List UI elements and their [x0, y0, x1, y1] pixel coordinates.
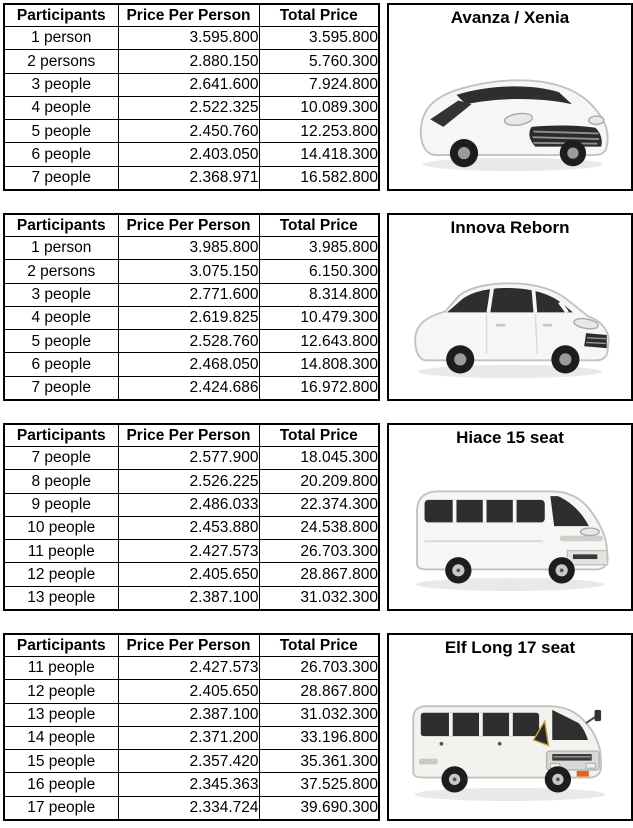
hiace-image — [389, 448, 631, 609]
cell-total-price: 18.045.300 — [259, 447, 379, 470]
cell-price-per-person: 3.985.800 — [118, 237, 259, 260]
header-price-per-person: Price Per Person — [118, 4, 259, 27]
cell-total-price: 20.209.800 — [259, 470, 379, 493]
cell-participants: 10 people — [4, 516, 118, 539]
elf-long-image — [389, 658, 631, 819]
table-row — [4, 796, 379, 820]
cell-total-price: 33.196.800 — [259, 726, 379, 749]
cell-total-price: 12.643.800 — [259, 330, 379, 353]
cell-participants: 5 people — [4, 120, 118, 143]
pricing-block-elf-long — [3, 633, 633, 821]
cell-participants: 14 people — [4, 726, 118, 749]
table-row — [4, 657, 379, 680]
table-row — [4, 540, 379, 563]
cell-price-per-person: 2.368.971 — [118, 166, 259, 190]
cell-price-per-person: 2.486.033 — [118, 493, 259, 516]
cell-participants: 4 people — [4, 306, 118, 329]
table-row — [4, 237, 379, 260]
cell-participants: 6 people — [4, 353, 118, 376]
cell-total-price: 16.972.800 — [259, 376, 379, 400]
table-row — [4, 493, 379, 516]
cell-total-price: 16.582.800 — [259, 166, 379, 190]
cell-price-per-person: 2.526.225 — [118, 470, 259, 493]
cell-participants: 16 people — [4, 773, 118, 796]
table-row — [4, 703, 379, 726]
header-price-per-person: Price Per Person — [118, 214, 259, 237]
table-row — [4, 563, 379, 586]
table-row — [4, 470, 379, 493]
table-row — [4, 330, 379, 353]
cell-price-per-person: 3.595.800 — [118, 27, 259, 50]
cell-total-price: 28.867.800 — [259, 680, 379, 703]
cell-price-per-person: 2.522.325 — [118, 96, 259, 119]
innova-reborn-image — [389, 238, 631, 399]
header-participants: Participants — [4, 424, 118, 447]
cell-price-per-person: 2.405.650 — [118, 680, 259, 703]
cell-participants: 1 person — [4, 237, 118, 260]
cell-total-price: 7.924.800 — [259, 73, 379, 96]
header-total-price: Total Price — [259, 634, 379, 657]
cell-price-per-person: 2.771.600 — [118, 283, 259, 306]
cell-participants: 9 people — [4, 493, 118, 516]
header-price-per-person: Price Per Person — [118, 634, 259, 657]
table-row — [4, 143, 379, 166]
cell-price-per-person: 2.468.050 — [118, 353, 259, 376]
header-row — [4, 634, 379, 657]
table-row — [4, 73, 379, 96]
pricing-block-avanza-xenia — [3, 3, 633, 191]
header-total-price: Total Price — [259, 4, 379, 27]
table-row — [4, 120, 379, 143]
cell-participants: 5 people — [4, 330, 118, 353]
cell-price-per-person: 2.641.600 — [118, 73, 259, 96]
cell-total-price: 39.690.300 — [259, 796, 379, 820]
table-row — [4, 586, 379, 610]
pricing-table-innova-reborn — [3, 213, 380, 401]
table-row — [4, 283, 379, 306]
cell-participants: 3 people — [4, 73, 118, 96]
table-row — [4, 447, 379, 470]
cell-price-per-person: 2.880.150 — [118, 50, 259, 73]
cell-participants: 7 people — [4, 376, 118, 400]
header-row — [4, 424, 379, 447]
table-row — [4, 773, 379, 796]
cell-participants: 12 people — [4, 680, 118, 703]
avanza-xenia-image — [389, 28, 631, 189]
cell-price-per-person: 2.345.363 — [118, 773, 259, 796]
cell-total-price: 37.525.800 — [259, 773, 379, 796]
cell-total-price: 22.374.300 — [259, 493, 379, 516]
header-price-per-person: Price Per Person — [118, 424, 259, 447]
table-row — [4, 96, 379, 119]
cell-participants: 8 people — [4, 470, 118, 493]
cell-total-price: 14.808.300 — [259, 353, 379, 376]
cell-total-price: 26.703.300 — [259, 540, 379, 563]
header-participants: Participants — [4, 214, 118, 237]
cell-total-price: 3.985.800 — [259, 237, 379, 260]
cell-price-per-person: 2.427.573 — [118, 540, 259, 563]
pricing-block-hiace — [3, 423, 633, 611]
pricing-table-elf-long — [3, 633, 380, 821]
vehicle-title: Elf Long 17 seat — [444, 638, 576, 657]
cell-total-price: 10.479.300 — [259, 306, 379, 329]
cell-price-per-person: 2.387.100 — [118, 586, 259, 610]
vehicle-panel-avanza-xenia — [387, 3, 633, 191]
cell-participants: 11 people — [4, 540, 118, 563]
vehicle-title: Avanza / Xenia — [450, 8, 570, 27]
cell-participants: 11 people — [4, 657, 118, 680]
table-row — [4, 27, 379, 50]
table-row — [4, 750, 379, 773]
cell-price-per-person: 2.453.880 — [118, 516, 259, 539]
cell-total-price: 31.032.300 — [259, 703, 379, 726]
cell-participants: 13 people — [4, 586, 118, 610]
cell-price-per-person: 2.387.100 — [118, 703, 259, 726]
cell-participants: 17 people — [4, 796, 118, 820]
cell-participants: 2 persons — [4, 260, 118, 283]
table-row — [4, 376, 379, 400]
vehicle-panel-innova-reborn — [387, 213, 633, 401]
table-row — [4, 516, 379, 539]
cell-price-per-person: 2.577.900 — [118, 447, 259, 470]
cell-price-per-person: 2.528.760 — [118, 330, 259, 353]
cell-participants: 7 people — [4, 166, 118, 190]
cell-participants: 15 people — [4, 750, 118, 773]
cell-participants: 13 people — [4, 703, 118, 726]
cell-participants: 1 person — [4, 27, 118, 50]
cell-price-per-person: 2.334.724 — [118, 796, 259, 820]
cell-price-per-person: 2.450.760 — [118, 120, 259, 143]
vehicle-panel-hiace — [387, 423, 633, 611]
table-row — [4, 260, 379, 283]
table-row — [4, 680, 379, 703]
header-total-price: Total Price — [259, 214, 379, 237]
cell-total-price: 26.703.300 — [259, 657, 379, 680]
cell-total-price: 5.760.300 — [259, 50, 379, 73]
cell-participants: 3 people — [4, 283, 118, 306]
table-row — [4, 306, 379, 329]
cell-price-per-person: 2.403.050 — [118, 143, 259, 166]
cell-total-price: 8.314.800 — [259, 283, 379, 306]
header-participants: Participants — [4, 4, 118, 27]
cell-participants: 6 people — [4, 143, 118, 166]
pricing-block-innova-reborn — [3, 213, 633, 401]
table-row — [4, 166, 379, 190]
cell-total-price: 28.867.800 — [259, 563, 379, 586]
cell-total-price: 35.361.300 — [259, 750, 379, 773]
cell-total-price: 6.150.300 — [259, 260, 379, 283]
header-row — [4, 214, 379, 237]
cell-total-price: 3.595.800 — [259, 27, 379, 50]
cell-price-per-person: 3.075.150 — [118, 260, 259, 283]
cell-price-per-person: 2.371.200 — [118, 726, 259, 749]
cell-price-per-person: 2.427.573 — [118, 657, 259, 680]
table-row — [4, 726, 379, 749]
table-row — [4, 50, 379, 73]
pricing-table-avanza-xenia — [3, 3, 380, 191]
cell-participants: 2 persons — [4, 50, 118, 73]
cell-price-per-person: 2.405.650 — [118, 563, 259, 586]
header-participants: Participants — [4, 634, 118, 657]
cell-total-price: 31.032.300 — [259, 586, 379, 610]
cell-total-price: 24.538.800 — [259, 516, 379, 539]
header-total-price: Total Price — [259, 424, 379, 447]
cell-total-price: 10.089.300 — [259, 96, 379, 119]
cell-total-price: 12.253.800 — [259, 120, 379, 143]
cell-price-per-person: 2.619.825 — [118, 306, 259, 329]
vehicle-title: Innova Reborn — [450, 218, 570, 237]
cell-participants: 12 people — [4, 563, 118, 586]
table-row — [4, 353, 379, 376]
cell-total-price: 14.418.300 — [259, 143, 379, 166]
pricing-table-hiace — [3, 423, 380, 611]
header-row — [4, 4, 379, 27]
cell-participants: 7 people — [4, 447, 118, 470]
cell-participants: 4 people — [4, 96, 118, 119]
cell-price-per-person: 2.424.686 — [118, 376, 259, 400]
vehicle-title: Hiace 15 seat — [456, 428, 564, 447]
cell-price-per-person: 2.357.420 — [118, 750, 259, 773]
vehicle-panel-elf-long — [387, 633, 633, 821]
